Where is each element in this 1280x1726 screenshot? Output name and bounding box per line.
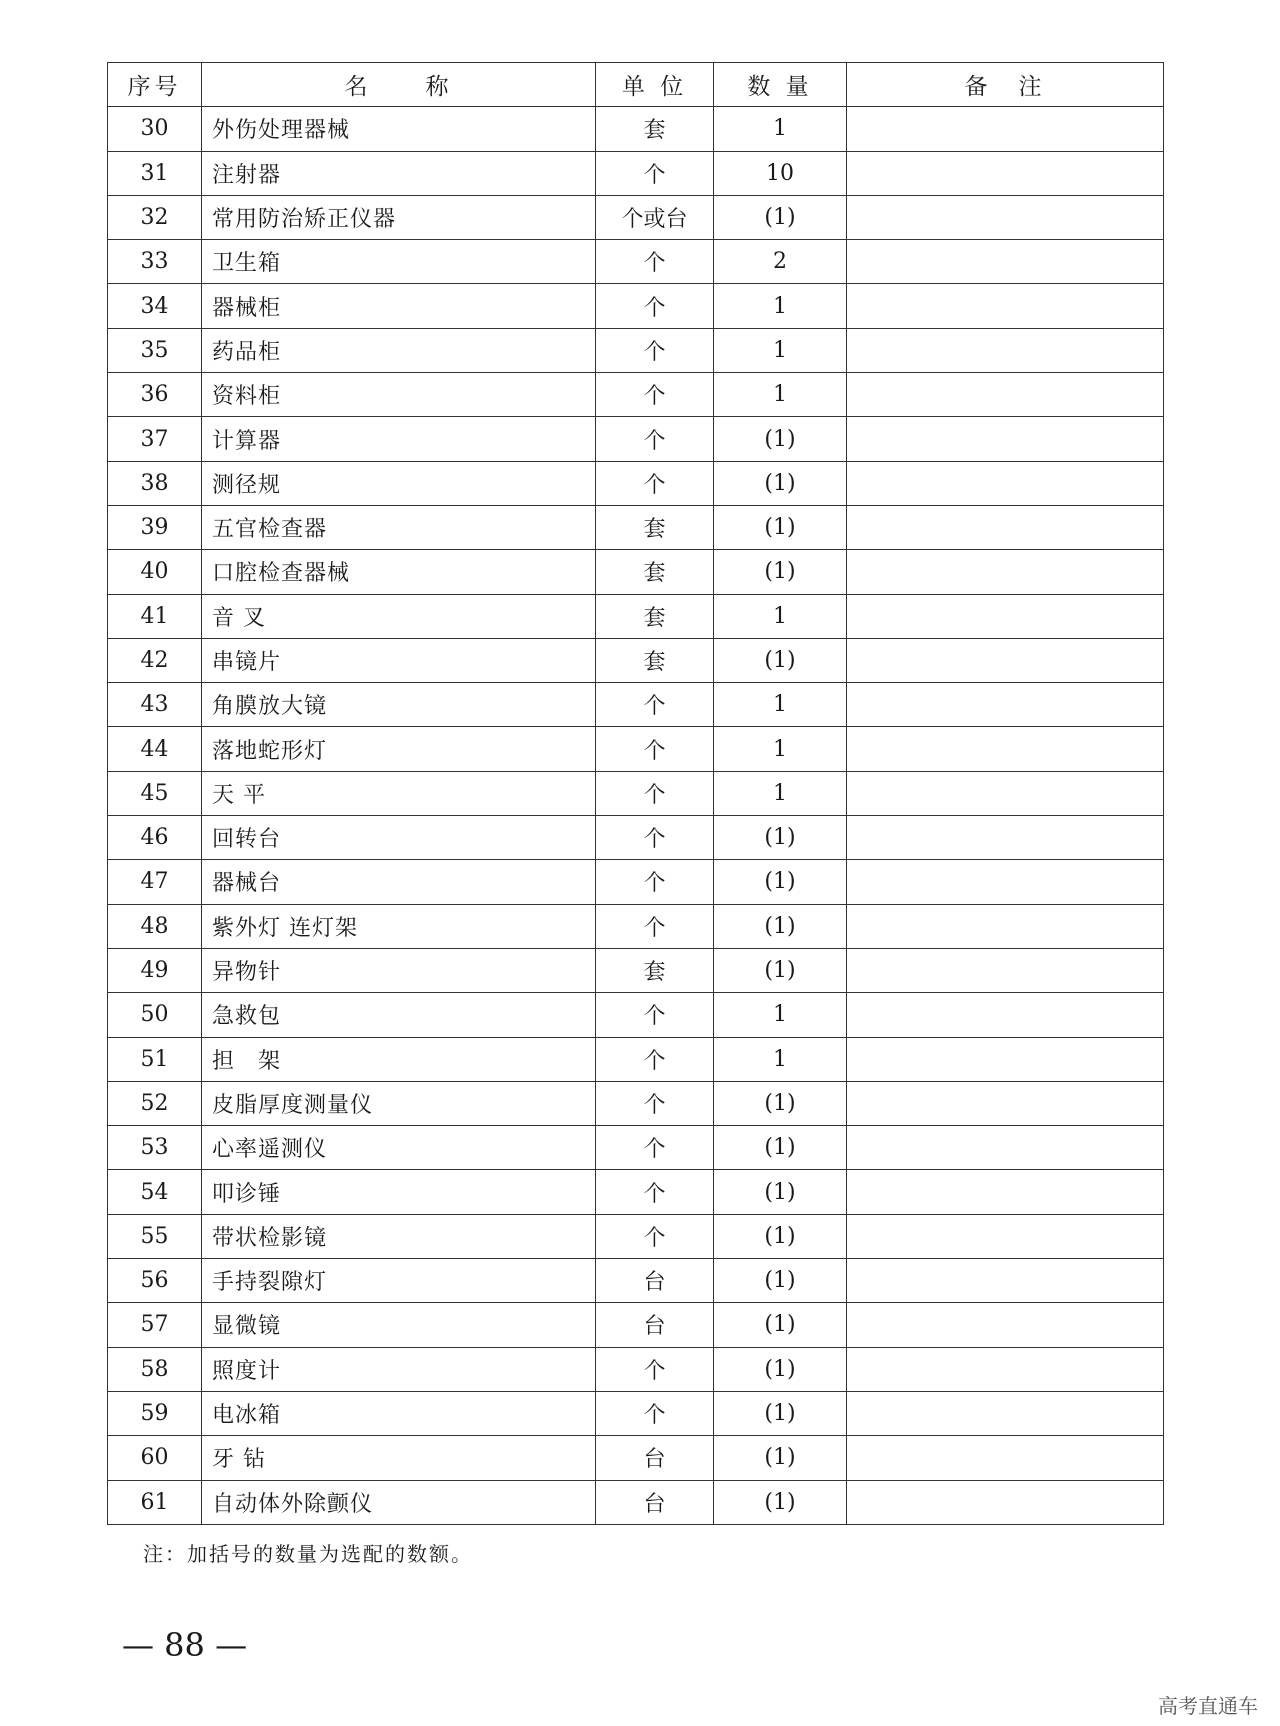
header-name: 名 称	[202, 63, 596, 107]
cell-remark	[847, 1259, 1164, 1303]
table-body	[108, 107, 1164, 1525]
cell-index: 50	[108, 993, 202, 1037]
cell-name: 口腔检查器械	[202, 550, 596, 594]
cell-remark	[847, 948, 1164, 992]
header-remark: 备 注	[847, 63, 1164, 107]
cell-name: 卫生箱	[202, 240, 596, 284]
cell-remark	[847, 195, 1164, 239]
table-row	[108, 1170, 1164, 1214]
cell-quantity: 1	[714, 683, 847, 727]
cell-unit: 台	[596, 1480, 714, 1524]
cell-name: 五官检查器	[202, 505, 596, 549]
cell-unit: 套	[596, 107, 714, 151]
cell-remark	[847, 860, 1164, 904]
cell-quantity: 1	[714, 993, 847, 1037]
cell-name: 注射器	[202, 151, 596, 195]
cell-unit: 个	[596, 683, 714, 727]
cell-index: 33	[108, 240, 202, 284]
cell-index: 32	[108, 195, 202, 239]
cell-remark	[847, 993, 1164, 1037]
cell-name: 常用防治矫正仪器	[202, 195, 596, 239]
table-row	[108, 195, 1164, 239]
table-row	[108, 461, 1164, 505]
cell-name: 药品柜	[202, 328, 596, 372]
cell-remark	[847, 1391, 1164, 1435]
cell-unit: 套	[596, 550, 714, 594]
cell-unit: 个	[596, 1214, 714, 1258]
table-row	[108, 594, 1164, 638]
table-row	[108, 1436, 1164, 1480]
table-row	[108, 373, 1164, 417]
cell-name: 叩诊锤	[202, 1170, 596, 1214]
table-row	[108, 328, 1164, 372]
cell-unit: 个	[596, 727, 714, 771]
table-row	[108, 771, 1164, 815]
cell-remark	[847, 816, 1164, 860]
equipment-table	[107, 62, 1164, 1525]
cell-remark	[847, 1303, 1164, 1347]
cell-name: 天 平	[202, 771, 596, 815]
cell-index: 34	[108, 284, 202, 328]
cell-quantity: (1)	[714, 1214, 847, 1258]
cell-index: 53	[108, 1126, 202, 1170]
cell-unit: 个	[596, 816, 714, 860]
cell-remark	[847, 373, 1164, 417]
cell-remark	[847, 1037, 1164, 1081]
cell-unit: 个	[596, 993, 714, 1037]
cell-unit: 个	[596, 1037, 714, 1081]
cell-quantity: (1)	[714, 195, 847, 239]
cell-remark	[847, 683, 1164, 727]
cell-name: 电冰箱	[202, 1391, 596, 1435]
cell-remark	[847, 151, 1164, 195]
cell-name: 紫外灯 连灯架	[202, 904, 596, 948]
cell-name: 器械柜	[202, 284, 596, 328]
cell-unit: 个	[596, 373, 714, 417]
cell-unit: 套	[596, 948, 714, 992]
cell-name: 落地蛇形灯	[202, 727, 596, 771]
cell-remark	[847, 505, 1164, 549]
cell-quantity: (1)	[714, 1126, 847, 1170]
table-row	[108, 505, 1164, 549]
cell-quantity: 1	[714, 373, 847, 417]
cell-unit: 个	[596, 860, 714, 904]
table-row	[108, 1037, 1164, 1081]
cell-name: 心率遥测仪	[202, 1126, 596, 1170]
cell-name: 器械台	[202, 860, 596, 904]
cell-quantity: (1)	[714, 1259, 847, 1303]
table-row	[108, 727, 1164, 771]
cell-index: 41	[108, 594, 202, 638]
table-header-row	[108, 63, 1164, 107]
cell-quantity: 1	[714, 594, 847, 638]
cell-unit: 套	[596, 638, 714, 682]
cell-remark	[847, 1214, 1164, 1258]
cell-unit: 台	[596, 1259, 714, 1303]
cell-index: 59	[108, 1391, 202, 1435]
cell-remark	[847, 771, 1164, 815]
table-row	[108, 683, 1164, 727]
cell-unit: 个	[596, 328, 714, 372]
cell-name: 手持裂隙灯	[202, 1259, 596, 1303]
cell-quantity: (1)	[714, 461, 847, 505]
cell-unit: 个	[596, 461, 714, 505]
cell-quantity: (1)	[714, 1480, 847, 1524]
cell-name: 外伤处理器械	[202, 107, 596, 151]
cell-name: 担 架	[202, 1037, 596, 1081]
cell-quantity: (1)	[714, 1436, 847, 1480]
table-row	[108, 993, 1164, 1037]
cell-index: 36	[108, 373, 202, 417]
cell-index: 61	[108, 1480, 202, 1524]
cell-name: 回转台	[202, 816, 596, 860]
cell-index: 47	[108, 860, 202, 904]
cell-unit: 个	[596, 1170, 714, 1214]
cell-name: 计算器	[202, 417, 596, 461]
cell-remark	[847, 904, 1164, 948]
table-row	[108, 550, 1164, 594]
cell-index: 30	[108, 107, 202, 151]
cell-quantity: (1)	[714, 505, 847, 549]
cell-name: 测径规	[202, 461, 596, 505]
cell-unit: 台	[596, 1303, 714, 1347]
cell-quantity: 1	[714, 284, 847, 328]
cell-index: 42	[108, 638, 202, 682]
cell-unit: 套	[596, 594, 714, 638]
cell-unit: 个	[596, 240, 714, 284]
cell-index: 56	[108, 1259, 202, 1303]
cell-quantity: (1)	[714, 816, 847, 860]
table-row	[108, 417, 1164, 461]
table-row	[108, 107, 1164, 151]
cell-quantity: 10	[714, 151, 847, 195]
cell-quantity: 1	[714, 727, 847, 771]
cell-index: 45	[108, 771, 202, 815]
cell-unit: 个	[596, 904, 714, 948]
cell-remark	[847, 240, 1164, 284]
cell-index: 46	[108, 816, 202, 860]
cell-index: 49	[108, 948, 202, 992]
cell-remark	[847, 1170, 1164, 1214]
cell-quantity: (1)	[714, 860, 847, 904]
cell-quantity: 1	[714, 107, 847, 151]
cell-index: 58	[108, 1347, 202, 1391]
cell-quantity: (1)	[714, 1347, 847, 1391]
cell-remark	[847, 328, 1164, 372]
cell-index: 35	[108, 328, 202, 372]
cell-name: 音 叉	[202, 594, 596, 638]
cell-remark	[847, 107, 1164, 151]
table-row	[108, 1480, 1164, 1524]
table-row	[108, 1214, 1164, 1258]
cell-quantity: 2	[714, 240, 847, 284]
cell-quantity: 1	[714, 1037, 847, 1081]
cell-name: 照度计	[202, 1347, 596, 1391]
cell-remark	[847, 594, 1164, 638]
cell-name: 显微镜	[202, 1303, 596, 1347]
cell-name: 异物针	[202, 948, 596, 992]
cell-index: 52	[108, 1081, 202, 1125]
cell-index: 57	[108, 1303, 202, 1347]
cell-quantity: 1	[714, 771, 847, 815]
cell-name: 串镜片	[202, 638, 596, 682]
cell-index: 60	[108, 1436, 202, 1480]
cell-unit: 个	[596, 284, 714, 328]
cell-remark	[847, 417, 1164, 461]
table-row	[108, 1347, 1164, 1391]
table-row	[108, 151, 1164, 195]
cell-remark	[847, 1126, 1164, 1170]
cell-unit: 个	[596, 1081, 714, 1125]
cell-quantity: (1)	[714, 948, 847, 992]
cell-quantity: (1)	[714, 1081, 847, 1125]
cell-index: 31	[108, 151, 202, 195]
cell-quantity: (1)	[714, 550, 847, 594]
cell-name: 带状检影镜	[202, 1214, 596, 1258]
cell-index: 48	[108, 904, 202, 948]
table-footnote: 注：加括号的数量为选配的数额。	[143, 1542, 473, 1566]
table-row	[108, 948, 1164, 992]
cell-remark	[847, 1436, 1164, 1480]
cell-unit: 台	[596, 1436, 714, 1480]
table-row	[108, 1391, 1164, 1435]
cell-index: 38	[108, 461, 202, 505]
page-number: — 88 —	[122, 1626, 248, 1664]
cell-name: 角膜放大镜	[202, 683, 596, 727]
cell-quantity: 1	[714, 328, 847, 372]
cell-index: 37	[108, 417, 202, 461]
cell-name: 资料柜	[202, 373, 596, 417]
cell-remark	[847, 284, 1164, 328]
cell-unit: 个或台	[596, 195, 714, 239]
cell-unit: 个	[596, 417, 714, 461]
cell-name: 牙 钻	[202, 1436, 596, 1480]
table-row	[108, 816, 1164, 860]
cell-index: 51	[108, 1037, 202, 1081]
cell-remark	[847, 461, 1164, 505]
table-row	[108, 284, 1164, 328]
cell-unit: 个	[596, 151, 714, 195]
cell-remark	[847, 1081, 1164, 1125]
cell-quantity: (1)	[714, 1170, 847, 1214]
table-row	[108, 1259, 1164, 1303]
table-row	[108, 904, 1164, 948]
cell-name: 急救包	[202, 993, 596, 1037]
watermark-text: 高考直通车	[1158, 1694, 1258, 1718]
cell-remark	[847, 550, 1164, 594]
cell-index: 40	[108, 550, 202, 594]
cell-index: 55	[108, 1214, 202, 1258]
cell-remark	[847, 1480, 1164, 1524]
header-quantity: 数 量	[714, 63, 847, 107]
table-row	[108, 1081, 1164, 1125]
cell-unit: 个	[596, 771, 714, 815]
cell-remark	[847, 727, 1164, 771]
cell-unit: 个	[596, 1391, 714, 1435]
cell-quantity: (1)	[714, 417, 847, 461]
cell-quantity: (1)	[714, 638, 847, 682]
cell-name: 自动体外除颤仪	[202, 1480, 596, 1524]
cell-unit: 套	[596, 505, 714, 549]
cell-index: 43	[108, 683, 202, 727]
table-row	[108, 638, 1164, 682]
cell-quantity: (1)	[714, 1391, 847, 1435]
cell-quantity: (1)	[714, 1303, 847, 1347]
cell-index: 39	[108, 505, 202, 549]
table-row	[108, 860, 1164, 904]
cell-remark	[847, 638, 1164, 682]
header-index: 序号	[108, 63, 202, 107]
cell-index: 44	[108, 727, 202, 771]
cell-index: 54	[108, 1170, 202, 1214]
table-row	[108, 240, 1164, 284]
cell-unit: 个	[596, 1126, 714, 1170]
cell-quantity: (1)	[714, 904, 847, 948]
cell-remark	[847, 1347, 1164, 1391]
table-row	[108, 1303, 1164, 1347]
table-row	[108, 1126, 1164, 1170]
cell-name: 皮脂厚度测量仪	[202, 1081, 596, 1125]
header-unit: 单 位	[596, 63, 714, 107]
cell-unit: 个	[596, 1347, 714, 1391]
